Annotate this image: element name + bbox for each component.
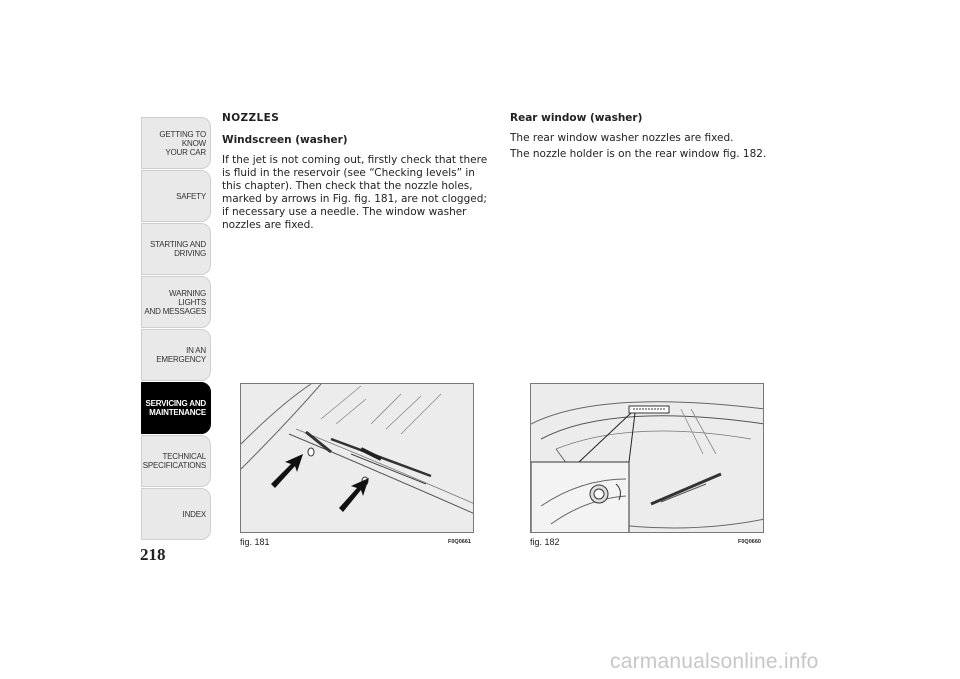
body-text-windscreen: If the jet is not coming out, firstly check that there is fluid in the reservoir (see “Checking levels” in this chapter). Then check that the nozzle holes, marked by arrows in Fig. fig. 181, are not clogged; if necessary use a needle. The window washer nozzles are fixed. [222,154,488,231]
tab-safety[interactable]: SAFETY [141,170,211,222]
windscreen-illustration [241,384,474,533]
figure-caption: fig. 181 [240,537,270,547]
watermark: carmanualsonline.info [610,650,819,673]
left-column [222,112,494,235]
figure-caption: fig. 182 [530,537,560,547]
body-text-rear-2: The nozzle holder is on the rear window fig. 182. [510,148,767,160]
arrow-icon [339,478,369,512]
right-column [510,112,770,164]
figure-rear-nozzle [530,383,764,533]
section-heading: NOZZLES [222,112,280,124]
tab-starting-and-driving[interactable]: STARTING AND DRIVING [141,223,211,275]
tab-technical-specifications[interactable]: TECHNICAL SPECIFICATIONS [141,435,211,487]
body-text-rear-1: The rear window washer nozzles are fixed. [510,132,734,144]
tab-in-an-emergency[interactable]: IN AN EMERGENCY [141,329,211,381]
rear-window-illustration [531,384,764,533]
figure-code: F0Q0660 [738,539,761,545]
tab-getting-to-know-your-car[interactable]: GETTING TO KNOW YOUR CAR [141,117,211,169]
arrow-icon [271,454,303,488]
subheading-windscreen: Windscreen (washer) [222,134,348,146]
tab-servicing-and-maintenance[interactable]: SERVICING AND MAINTENANCE [141,382,211,434]
page-number: 218 [140,545,166,564]
tab-index[interactable]: INDEX [141,488,211,540]
figure-code: F0Q0661 [448,539,471,545]
subheading-rear-window: Rear window (washer) [510,112,643,124]
tab-warning-lights[interactable]: WARNING LIGHTS AND MESSAGES [141,276,211,328]
figure-windscreen-nozzles [240,383,474,533]
